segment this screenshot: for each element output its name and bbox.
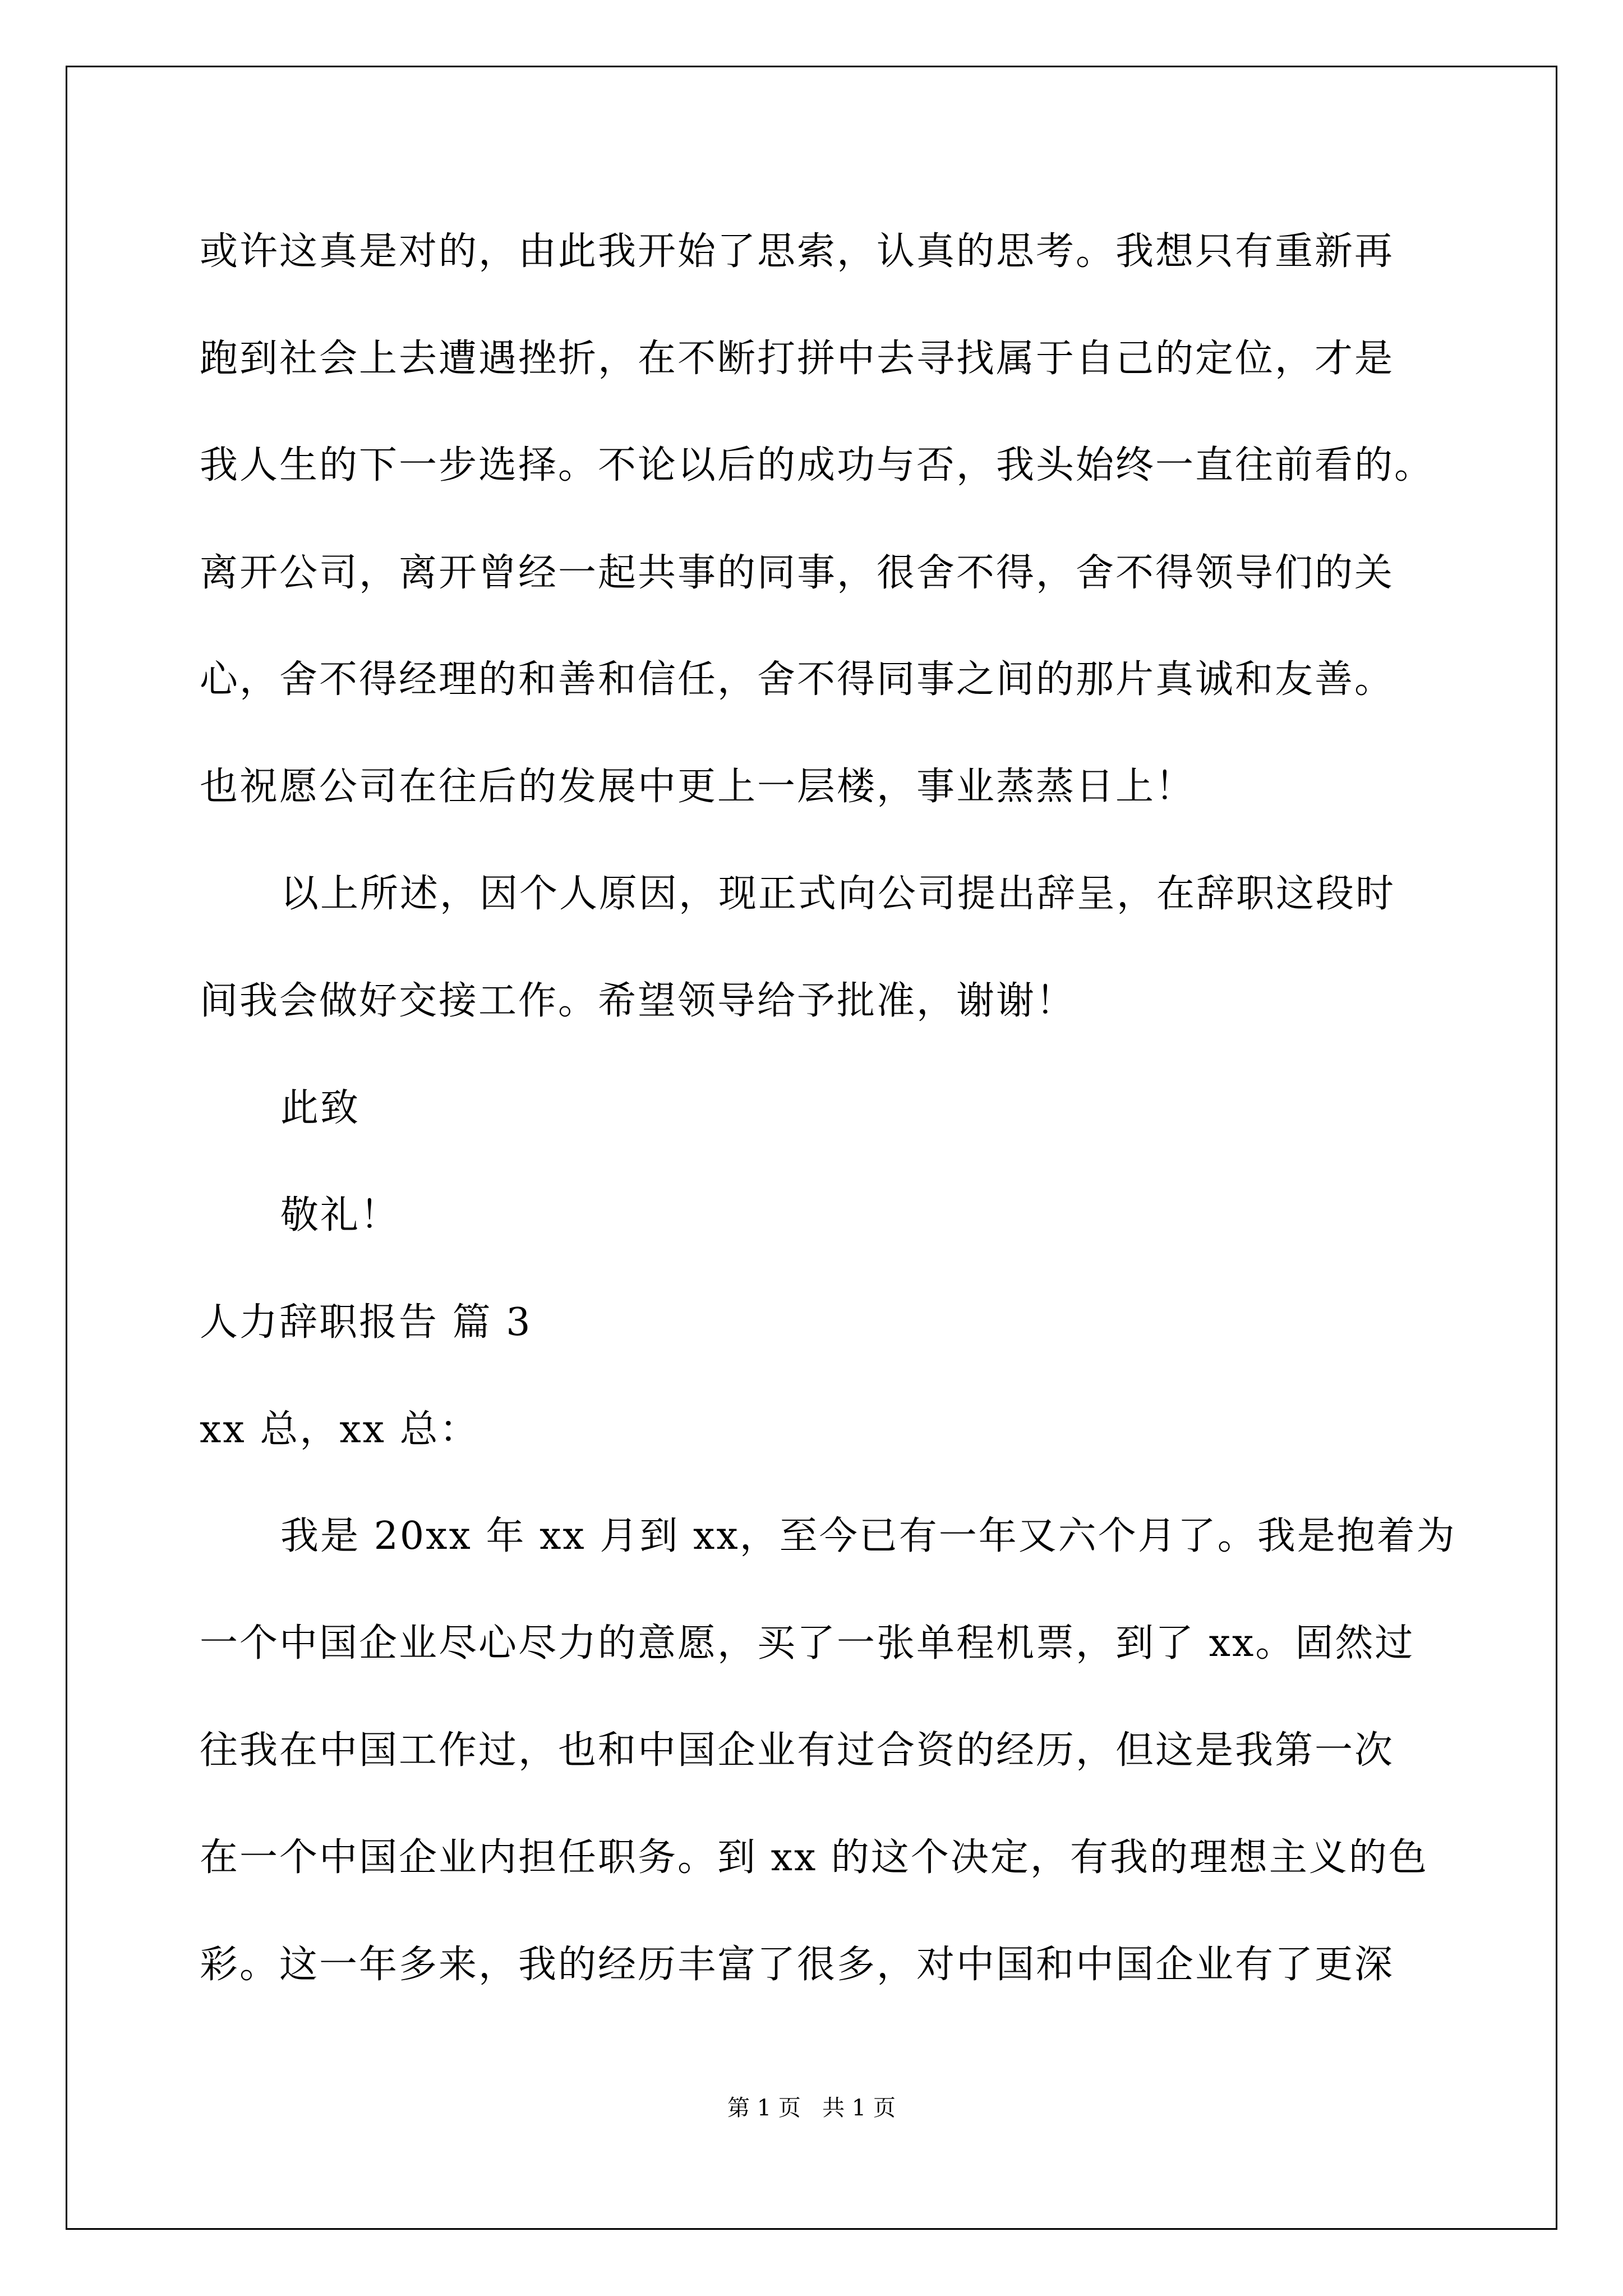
body-text-line: 往我在中国工作过，也和中国企业有过合资的经历，但这是我第一次 bbox=[200, 1728, 1395, 1773]
body-text-line: 我人生的下一步选择。不论以后的成功与否，我头始终一直往前看的。 bbox=[200, 443, 1435, 487]
section-heading: 人力辞职报告 篇 3 bbox=[200, 1300, 532, 1345]
body-text-line: 或许这真是对的，由此我开始了思索，认真的思考。我想只有重新再 bbox=[200, 229, 1395, 274]
body-text-line: 彩。这一年多来，我的经历丰富了很多，对中国和中国企业有了更深 bbox=[200, 1943, 1395, 1987]
page-border bbox=[66, 66, 1557, 2230]
body-text-line: 跑到社会上去遭遇挫折，在不断打拼中去寻找属于自己的定位，才是 bbox=[200, 337, 1395, 381]
body-text-line: 在一个中国企业内担任职务。到 xx 的这个决定，有我的理想主义的色 bbox=[200, 1835, 1428, 1880]
closing-regards: 敬礼！ bbox=[280, 1193, 400, 1237]
body-text-line: 也祝愿公司在往后的发展中更上一层楼，事业蒸蒸日上！ bbox=[200, 765, 1196, 809]
body-text-line: 心，舍不得经理的和善和信任，舍不得同事之间的那片真诚和友善。 bbox=[200, 657, 1395, 702]
body-text-line: 间我会做好交接工作。希望领导给予批准，谢谢！ bbox=[200, 979, 1076, 1023]
page-footer: 第 1 页 共 1 页 bbox=[727, 2095, 896, 2121]
body-text-line: 一个中国企业尽心尽力的意愿，买了一张单程机票，到了 xx。固然过 bbox=[200, 1621, 1415, 1665]
body-text-line: 以上所述，因个人原因，现正式向公司提出辞呈，在辞职这段时 bbox=[280, 872, 1396, 916]
closing-salutation: 此致 bbox=[280, 1086, 361, 1130]
body-text-line: 离开公司，离开曾经一起共事的同事，很舍不得，舍不得领导们的关 bbox=[200, 551, 1395, 595]
body-text-line: 我是 20xx 年 xx 月到 xx，至今已有一年又六个月了。我是抱着为 bbox=[280, 1514, 1456, 1558]
letter-addressee: xx 总，xx 总： bbox=[200, 1407, 479, 1452]
